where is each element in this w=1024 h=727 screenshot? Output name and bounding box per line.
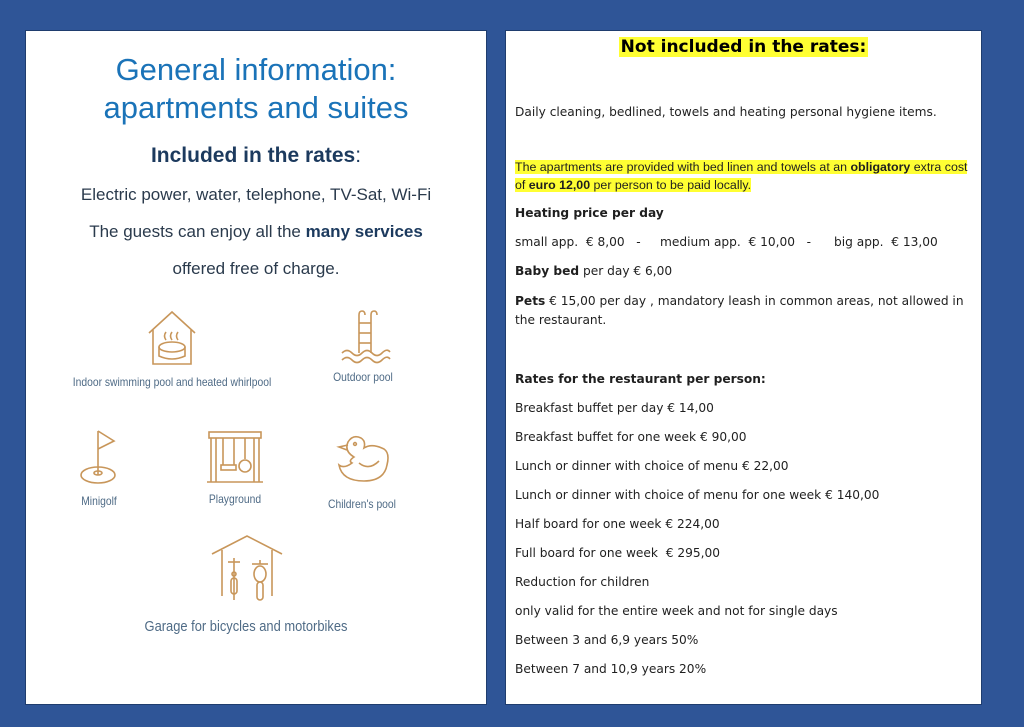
services-post: offered free of charge. xyxy=(172,259,340,278)
linen-pre: The apartments are provided with bed linen and towels at an xyxy=(515,160,851,174)
title-line-1: General information: xyxy=(115,52,397,87)
rate-line: Between 3 and 6,9 years 50% xyxy=(515,633,699,647)
garage-label: Garage for bicycles and motorbikes xyxy=(144,618,348,635)
not-included-panel xyxy=(505,30,982,705)
linen-note xyxy=(515,159,975,194)
heating-big: big app. € 13,00 xyxy=(834,235,938,249)
services-bold: many services xyxy=(305,222,423,241)
childrens-pool-label: Children's pool xyxy=(328,497,396,511)
heating-heading: Heating price per day xyxy=(515,206,664,220)
playground-swing-icon xyxy=(207,429,263,485)
general-info-panel xyxy=(25,30,487,705)
linen-post: per person to be paid locally. xyxy=(590,177,752,192)
minigolf-flag-icon xyxy=(78,429,120,487)
pets-bold: Pets xyxy=(515,294,546,308)
included-heading-bold: Included in the rates xyxy=(150,144,356,167)
duck-icon xyxy=(334,433,392,487)
restaurant-heading: Rates for the restaurant per person: xyxy=(515,372,766,386)
indoor-pool-icon xyxy=(146,309,198,367)
rate-line: Reduction for children xyxy=(515,575,650,589)
rate-line: Full board for one week € 295,00 xyxy=(515,546,721,560)
rate-line: Breakfast buffet for one week € 90,00 xyxy=(515,430,747,444)
linen-mid: extra cost of xyxy=(515,160,968,192)
rate-line: Lunch or dinner with choice of menu for one week € 140,00 xyxy=(515,488,880,502)
rate-line: Breakfast buffet per day € 14,00 xyxy=(515,401,714,415)
playground-label: Playground xyxy=(208,492,262,506)
linen-bold-price: euro 12,00 xyxy=(528,177,591,192)
outdoor-pool-label: Outdoor pool xyxy=(333,370,393,384)
heating-small: small app. € 8,00 - xyxy=(515,235,641,249)
baby-bed-bold: Baby bed xyxy=(515,264,580,278)
indoor-pool-label: Indoor swimming pool and heated whirlpool xyxy=(72,375,272,389)
rate-line: Lunch or dinner with choice of menu € 22,00 xyxy=(515,459,789,473)
services-pre: The guests can enjoy all the xyxy=(89,222,306,241)
pets-line xyxy=(515,292,977,330)
outdoor-pool-icon xyxy=(340,309,392,365)
services-line xyxy=(26,222,486,242)
title-line-2: apartments and suites xyxy=(103,90,409,125)
garage-bike-motorbike-icon xyxy=(210,534,284,606)
pets-rest: € 15,00 per day , mandatory leash in common areas, not allowed in the restaurant. xyxy=(515,294,964,327)
rate-line: only valid for the entire week and not for single days xyxy=(515,604,838,618)
included-heading-colon: : xyxy=(355,144,362,167)
linen-bold: obligatory xyxy=(850,160,911,174)
not-included-heading xyxy=(506,37,981,57)
included-items: Electric power, water, telephone, TV-Sat, Wi-Fi xyxy=(80,185,432,204)
heating-medium: medium app. € 10,00 - xyxy=(660,235,812,249)
not-included-heading-text: Not included in the rates: xyxy=(620,37,867,57)
baby-bed-line xyxy=(515,262,672,281)
included-heading xyxy=(26,144,486,168)
baby-bed-rest: per day € 6,00 xyxy=(579,264,673,278)
rate-line: Between 7 and 10,9 years 20% xyxy=(515,662,707,676)
minigolf-label: Minigolf xyxy=(81,494,117,508)
daily-note: Daily cleaning, bedlined, towels and heating personal hygiene items. xyxy=(515,105,937,119)
rate-line: Half board for one week € 224,00 xyxy=(515,517,720,531)
